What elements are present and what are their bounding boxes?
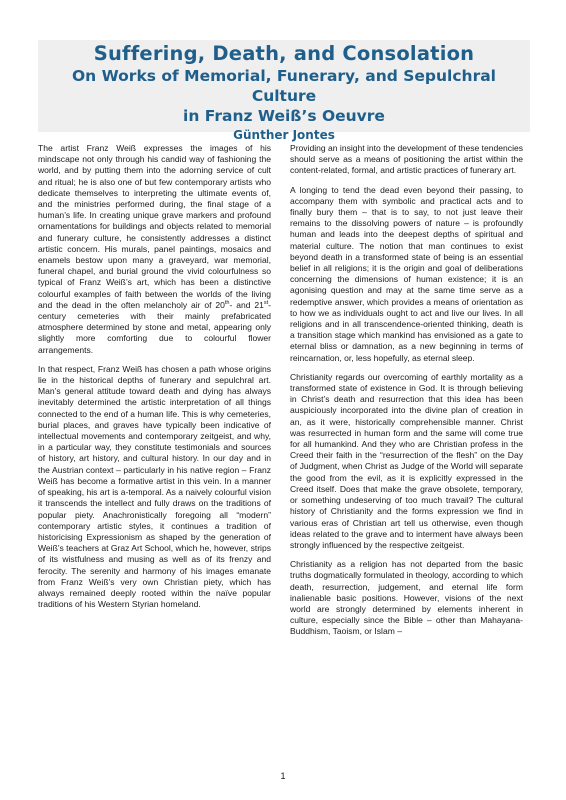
- subtitle-line-2: in Franz Weiß’s Oeuvre: [183, 107, 385, 125]
- paragraph: A longing to tend the dead even beyond their passing, to accompany them with symbolic and practical acts and to finally bury them – that is to say, to not just leave their remains to the dissolving powers of nature – is profoundly human and leads into the deepest depths of spiritual and material culture. The notion that man continues to exist beyond death in a transformed state of being is an essential belief in all religions; it is the origin and goal of deliberations concerning the dimensions of human existence; it is an agonising question and may at the same time serve as a redemptive answer, which provides a means of orientation as to how we as individuals ought to act and live our lives. In all religions and in all transcendence-oriented thinking, death is a transition stage which mankind has envisioned as a gate to eternal bliss or damnation, as a new beginning in terms of reincarnation, or, less hopefully, as eternal sleep.: [290, 184, 523, 363]
- paragraph-text: - and 21: [229, 299, 264, 310]
- paragraph: Christianity as a religion has not departed from the basic truths dogmatically formulated in theology, according to which death, resurrection, judgement, and eternal life form inalienable basic positions. However, visions of the next world are strongly determined by elements inherent in culture, especially since the Bible – other than Mahayana-Buddhism, Taoism, or Islam –: [290, 559, 523, 637]
- page-number: 1: [280, 771, 286, 781]
- paragraph-text: The artist Franz Weiß expresses the images of his mindscape not only through his candid way of fashioning the world, and by putting them into the adorning service of cult and ritual; he is also one of but few contemporary artists who dedicate themselves to interpreting the ultimate events of, and the ministries performed during, the final stage of a human’s life. In creating unique grave markers and profound ornamentations for buildings and objects related to memorial and funerary culture, he consistently addresses a distinct artistic concern. His murals, panel paintings, mosaics and enamels bestow upon many a graveyard, war memorial, funeral chapel, and burial ground the vivid colourfulness so typical of Franz Weiß’s art, which has been a distinctive colourful examples of faith between the worlds of the living and the dead in the often melancholy air of 20: [38, 143, 271, 310]
- left-column: [38, 143, 271, 618]
- paragraph-text: -century cemeteries with their mainly prefabricated atmosphere determined by stone and metal, appearing only slightly more comforting due to colourful flower arrangements.: [38, 299, 271, 355]
- paragraph: Providing an insight into the development of these tendencies should serve as a means of positioning the artist within the content-related, formal, and artistic practices of funerary art.: [290, 143, 523, 176]
- right-column: [290, 143, 523, 646]
- title-block: [38, 40, 530, 142]
- paragraph: Christianity regards our overcoming of earthly mortality as a transformed state of existence in God. It is through believing in Christ’s death and resurrection that this idea has been auspiciously incorporated into the divine plan of creation in an, as it were, historically comprehensible manner. Christ was resurrected in human form and the same will come true for all humankind. And they who are Christian profess in the Creed their faith in the “resurrection of the flesh” on the Day of Judgment, when Christ as Judge of the World will separate the good from the evil, as it is explicitly expressed in the Creed itself. Does that make the grave obsolete, temporary, or something undeserving of too much travail? The cultural history of Christianity and the forms expression we find in various eras of Christian art tell us otherwise, even though ideas related to the grave and to interment have always been strongly influenced by the respective zeitgeist.: [290, 371, 523, 550]
- paragraph: In that respect, Franz Weiß has chosen a path whose origins lie in the historical depths of funerary and sepulchral art. Man’s general attitude toward death and dying has always inevitably determined the artistic interpretation of all things connected to the end of a human life. This is why cemeteries, burial places, and graves have typically been indicative of intellectual movements and contemporary zeitgeist, and why, in a particular way, they constitute testimonials and sources of history, art history, and cultural history. In our day and in the Austrian context – particularly in his native region – Franz Weiß has become a formative artist in this vein. In a manner of speaking, his art is a-temporal. As a naively colourful vision it transcends the intellect and fully draws on the traditions of popular piety. Anachronistically foregoing all “modern” contemporary artistic styles, it continues a tradition of historicising Expressionism as shaped by the generation of Weiß’s teachers at Graz Art School, which he, however, strips of its wistfulness and musing as well as of its frenzy and ferocity. The serenity and harmony of his images emanate from Franz Weiß’s very own Christian piety, which has always remained deeply rooted within the naïve popular traditions of his Western Styrian homeland.: [38, 363, 271, 610]
- ordinal-suffix: th: [224, 300, 230, 306]
- author-name: Günther Jontes: [233, 128, 335, 142]
- ordinal-suffix: st: [263, 300, 269, 306]
- paragraph: [38, 143, 271, 356]
- subtitle-line-1: On Works of Memorial, Funerary, and Sepulchral Culture: [72, 67, 496, 105]
- page-title: Suffering, Death, and Consolation: [93, 42, 475, 65]
